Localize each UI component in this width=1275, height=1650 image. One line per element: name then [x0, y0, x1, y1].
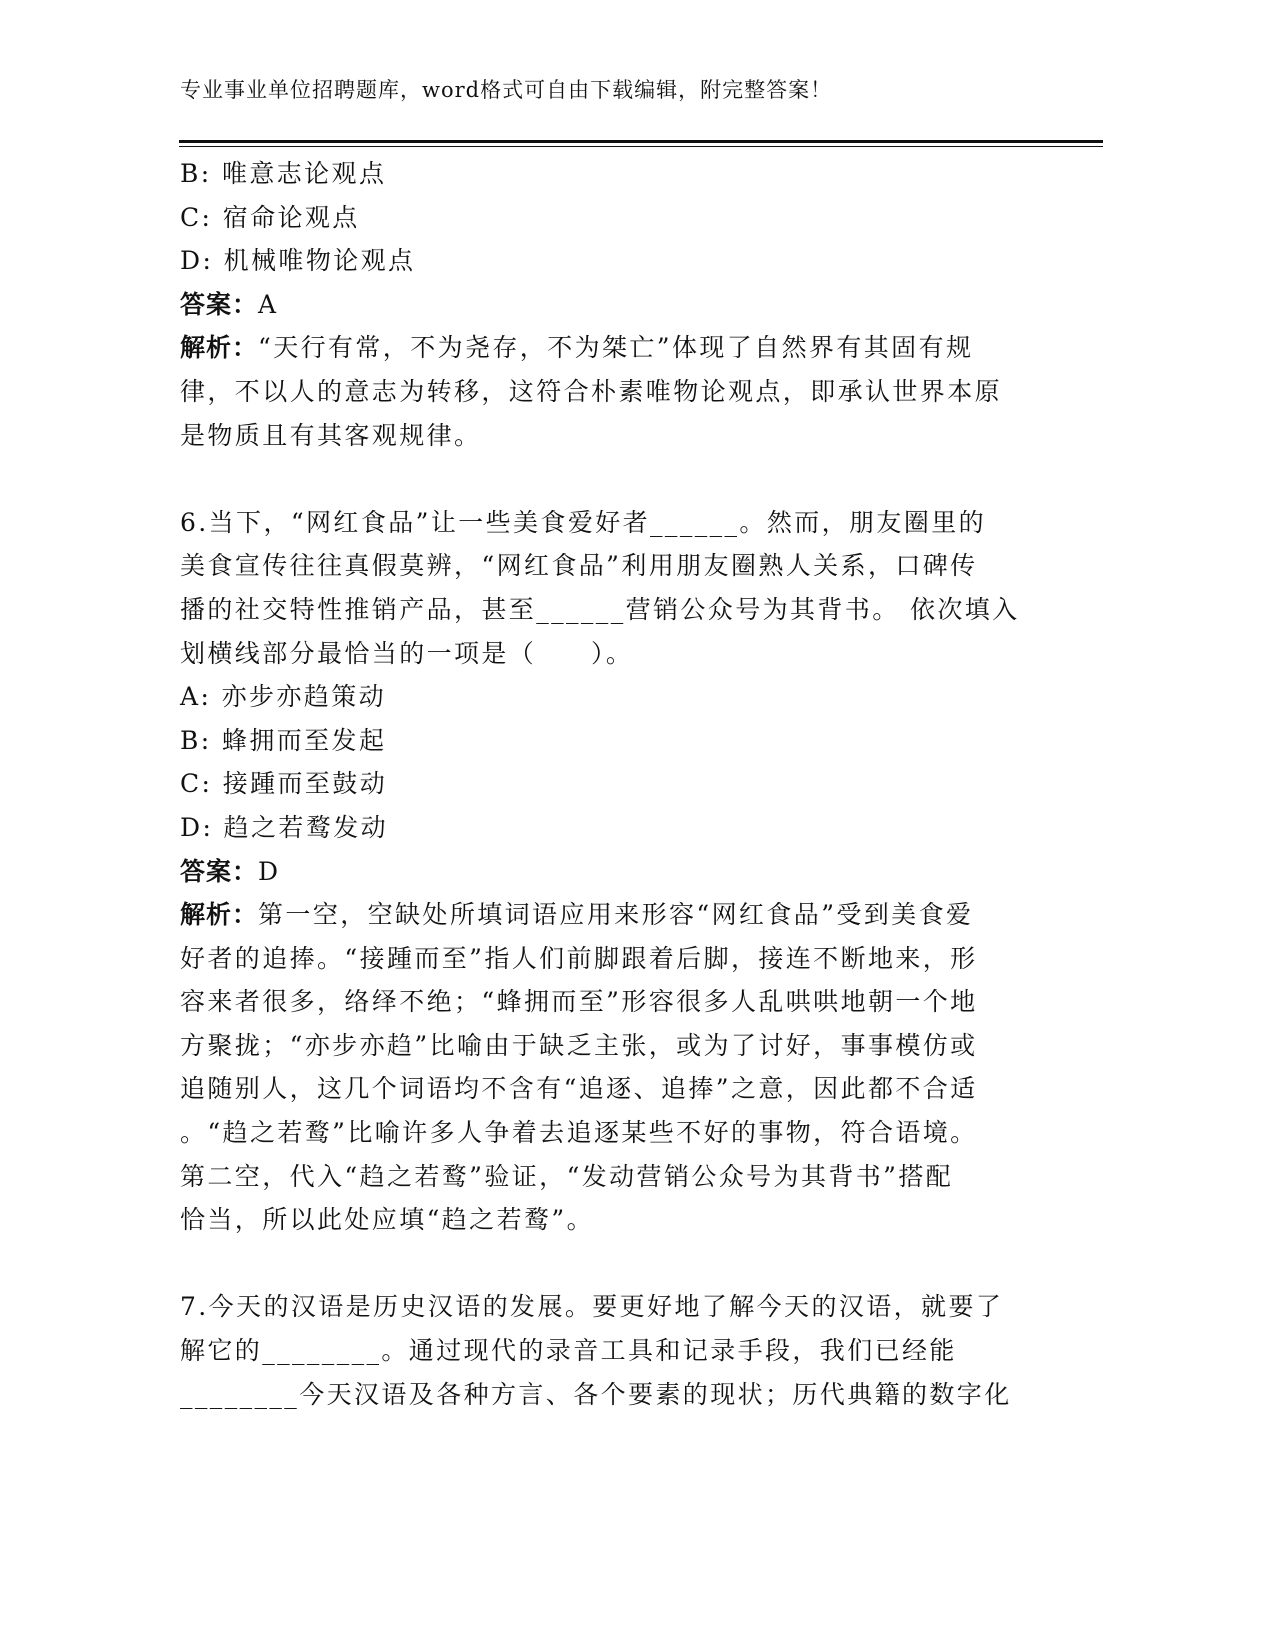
q6-analysis-line: 方聚拢；“亦步亦趋”比喻由于缺乏主张，或为了讨好，事事模仿或	[180, 1030, 978, 1060]
q6-analysis-label: 解析：	[180, 900, 259, 930]
q5-analysis-label: 解析：	[180, 333, 259, 363]
q6-option-a: A: 亦步亦趋策动	[180, 682, 387, 712]
q6-answer-label: 答案：	[180, 856, 259, 886]
question-7	[180, 1285, 1030, 1416]
q6-option-b: B: 蜂拥而至发起	[180, 725, 387, 755]
q6-option-d: D: 趋之若鹜发动	[180, 812, 389, 842]
q6-analysis-line: 第二空，代入“趋之若鹜”验证，“发动营销公众号为其背书”搭配	[180, 1161, 954, 1191]
q5-analysis-text: “天行有常，不为尧存，不为桀亡”体现了自然界有其固有规	[258, 333, 974, 363]
q6-answer-value: D	[258, 856, 281, 886]
q5-option-d: D: 机械唯物论观点	[180, 246, 416, 276]
paragraph-gap	[180, 457, 1030, 501]
q6-analysis-line: 恰当，所以此处应填“趋之若鹜”。	[180, 1205, 594, 1235]
q5-answer-label: 答案：	[180, 289, 259, 319]
q6-stem-line: 播的社交特性推销产品，甚至______营销公众号为其背书。 依次填入	[180, 594, 1020, 624]
q5-option-b: B: 唯意志论观点	[180, 159, 387, 188]
question-6	[180, 501, 1030, 1242]
q6-analysis-line: 容来者很多，络绎不绝；“蜂拥而至”形容很多人乱哄哄地朝一个地	[180, 987, 978, 1017]
q7-stem-line: 解它的________。通过现代的录音工具和记录手段，我们已经能	[180, 1336, 957, 1366]
q5-option-c: C: 宿命论观点	[180, 202, 360, 232]
question-5	[180, 152, 1030, 457]
q6-stem-line: 美食宣传往往真假莫辨，“网红食品”利用朋友圈熟人关系，口碑传	[180, 551, 978, 581]
paragraph-gap	[180, 1242, 1030, 1286]
q5-answer	[180, 283, 1030, 327]
q6-stem-line: 划横线部分最恰当的一项是（ ）。	[180, 638, 634, 668]
document-body	[180, 152, 1030, 1416]
q6-analysis-line: 追随别人，这几个词语均不含有“追逐、追捧”之意，因此都不合适	[180, 1074, 978, 1104]
q7-stem-line: 7.今天的汉语是历史汉语的发展。要更好地了解今天的汉语，就要了	[180, 1292, 1004, 1322]
header-rule-thick	[179, 140, 1103, 143]
q6-analysis-line: 好者的追捧。“接踵而至”指人们前脚跟着后脚，接连不断地来，形	[180, 943, 978, 973]
q5-answer-value: A	[258, 289, 279, 319]
q6-analysis-text: 第一空，空缺处所填词语应用来形容“网红食品”受到美食爱	[258, 900, 974, 930]
page-header: 专业事业单位招聘题库，word格式可自由下载编辑，附完整答案！	[180, 78, 833, 102]
header-rule-thin	[179, 146, 1103, 147]
q6-option-c: C: 接踵而至鼓动	[180, 769, 388, 799]
q5-analysis-line	[180, 326, 1030, 370]
q6-analysis-line: 。“趋之若鹜”比喻许多人争着去追逐某些不好的事物，符合语境。	[180, 1118, 978, 1148]
q6-answer	[180, 850, 1030, 894]
q7-stem-line: ________今天汉语及各种方言、各个要素的现状；历代典籍的数字化	[180, 1379, 1012, 1409]
q6-stem-line: 6.当下，“网红食品”让一些美食爱好者______。然而，朋友圈里的	[180, 507, 987, 537]
q5-analysis-line: 是物质且有其客观规律。	[180, 420, 482, 450]
q5-analysis-line: 律，不以人的意志为转移，这符合朴素唯物论观点，即承认世界本原	[180, 376, 1003, 406]
q6-analysis-line	[180, 893, 1030, 937]
